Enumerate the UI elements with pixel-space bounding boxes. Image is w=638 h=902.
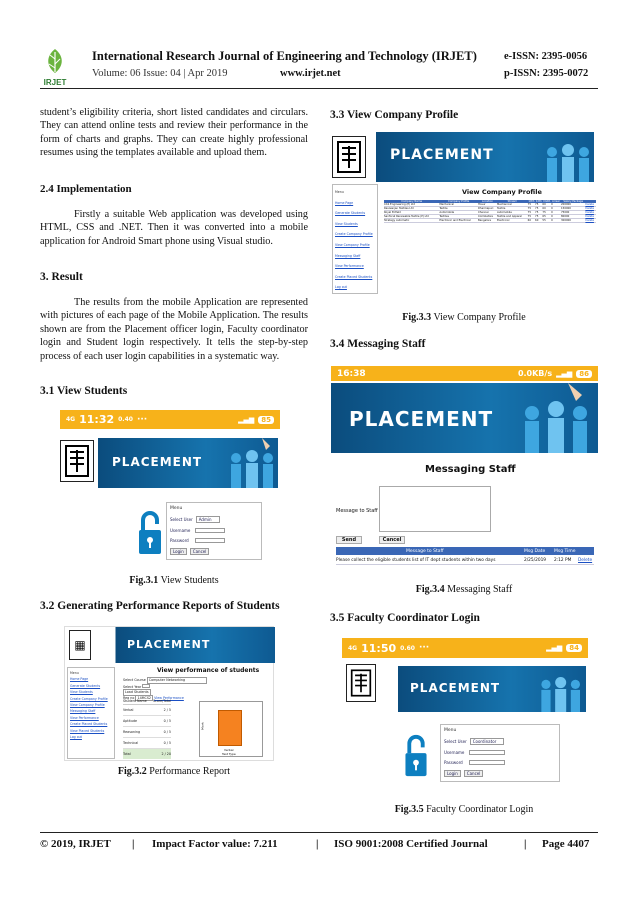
username-input[interactable] xyxy=(469,750,505,755)
footer-sep: | xyxy=(132,838,135,850)
pissn: p-ISSN: 2395-0072 xyxy=(504,68,589,79)
score-table: Student Name Score/Total Verbal 2 / 5 Aptitude 0 / 5 Reasoning 0 / 5 Technical 0 / 5 Total 2 / 20 xyxy=(123,698,171,759)
fig-3-1-screenshot xyxy=(60,410,280,570)
website: www.irjet.net xyxy=(280,68,341,79)
placement-banner: PLACEMENT xyxy=(398,666,586,712)
footer-sep: | xyxy=(524,838,527,850)
message-textarea[interactable] xyxy=(379,486,491,532)
placement-banner: PLACEMENT xyxy=(98,438,278,488)
signal-icon: ▂▄▆ xyxy=(546,644,563,652)
table-row: Ravisanjan Textiles Ltd Textile Dharmapuri Textile 75 75 60 0 150000 Delete xyxy=(384,207,596,211)
footer-sep: | xyxy=(316,838,319,850)
battery-icon: 84 xyxy=(566,644,582,652)
emblem-icon xyxy=(350,668,372,698)
x-axis-label: Test Type xyxy=(222,752,236,756)
table-row: Sanforsk Renewable Textile (P) Ltd Textiles Coimbatore Textile and Apparel 75 75 65 0 80000 Delete xyxy=(384,215,596,219)
perf-title: View performance of students xyxy=(157,667,260,674)
placement-banner: PLACEMENT xyxy=(331,383,598,453)
cancel-button[interactable]: Cancel xyxy=(379,536,405,544)
footer-copyright: © 2019, IRJET xyxy=(40,838,111,850)
section-2-4-heading: 2.4 Implementation xyxy=(40,183,132,195)
people-icon xyxy=(218,438,278,488)
placement-banner: ▦ PLACEMENT xyxy=(65,627,275,663)
intro-paragraph: student’s eligibility criteria, short listed candidates and circulars. They can attend online tests and review their performance in the form of charts and graphs. They can create highly professional resumes using the templates available and upload them. xyxy=(40,107,308,159)
load-students-button[interactable]: Load Students xyxy=(125,690,149,694)
fig-3-5-caption: Fig.3.5 Faculty Coordinator Login xyxy=(394,804,534,815)
table-row: CAS Engineering (P) Ltd Mechanical Hosur Mechanical 75 75 60 0 200000 Delete xyxy=(384,203,596,207)
emblem-icon: ▦ xyxy=(74,638,86,652)
footer-page: Page 4407 xyxy=(542,838,590,850)
table-row: Royal Enfield Automobile Chennai Automobile 75 75 75 0 75000 Delete xyxy=(384,211,596,215)
chart-bar-verbal xyxy=(218,710,242,746)
people-icon xyxy=(528,666,586,712)
course-dropdown[interactable]: Computer Networking xyxy=(147,677,207,684)
padlock-icon xyxy=(404,732,428,778)
college-emblem xyxy=(346,664,376,702)
delete-link[interactable]: Delete xyxy=(585,211,596,215)
company-table xyxy=(384,200,596,223)
volume-issue: Volume: 06 Issue: 04 | Apr 2019 xyxy=(92,68,228,79)
perf-chart xyxy=(199,701,263,757)
login-button[interactable]: Login xyxy=(444,770,461,777)
messaging-title: Messaging Staff xyxy=(425,464,516,475)
year-dropdown[interactable] xyxy=(142,684,150,688)
leaf-logo-icon xyxy=(40,46,70,76)
college-emblem xyxy=(332,136,366,178)
people-icon xyxy=(534,132,594,182)
emblem-icon xyxy=(336,140,362,174)
password-input[interactable] xyxy=(469,760,505,765)
username-input[interactable] xyxy=(195,528,225,533)
table-row: Technical 0 / 5 xyxy=(123,738,171,749)
fig-3-2-screenshot: ▦ PLACEMENT Menu Home Page Generate Students View Students Create Company Profile View Company Profile Messaging Staff View Performance Create Placed Students View Placed Students Log out View performance of students Select Course Computer Networking Select Year Load Students Reg no 14MCS2 View Performance Student Name Score/Total Verbal 2 / 5 Aptitude 0 / 5 Reasoning 0 / 5 Technical 0 / 5 Total 2 / 20 Mark Verbal Test Type xyxy=(64,626,274,761)
perf-menu: Menu Home Page Generate Students View Students Create Company Profile View Company Profile Messaging Staff View Performance Create Placed Students View Placed Students Log out xyxy=(67,667,115,759)
footer-iso: ISO 9001:2008 Certified Journal xyxy=(334,838,488,850)
table-row: Verbal 2 / 5 xyxy=(123,705,171,716)
regno-dropdown[interactable]: 14MCS2 xyxy=(137,695,152,700)
section-3-3-heading: 3.3 View Company Profile xyxy=(330,109,459,121)
section-3-1-heading: 3.1 View Students xyxy=(40,385,128,397)
section-3-2-heading: 3.2 Generating Performance Reports of Students xyxy=(40,600,280,612)
table-row: Aptitude 0 / 5 xyxy=(123,716,171,727)
view-performance-link[interactable]: View Performance xyxy=(154,695,184,700)
battery-icon: 85 xyxy=(258,416,274,424)
emblem-icon xyxy=(64,444,90,478)
select-user-dropdown[interactable]: Admin xyxy=(196,516,220,523)
college-emblem xyxy=(60,440,94,482)
table-row: Strategy Automatic Electronic and Electrical Bangalore Electronic 60 60 55 0 300000 Delete xyxy=(384,219,596,223)
fig-3-4-caption: Fig.3.4 Messaging Staff xyxy=(415,584,513,595)
eissn: e-ISSN: 2395-0056 xyxy=(504,51,588,62)
footer-impact: Impact Factor value: 7.211 xyxy=(152,838,278,850)
table-row: Reasoning 0 / 5 xyxy=(123,727,171,738)
placement-banner: PLACEMENT xyxy=(376,132,594,182)
select-user-dropdown[interactable]: Coordinator xyxy=(470,738,504,745)
section-3-body: The results from the mobile Application are represented with pictures of each page of the Mobile Application. The results shown are from the Placement officer login, Faculty coordinator login and Student login respectively. It tells the step-by-step process of each user login capabilities in a systematic way. xyxy=(40,297,308,362)
login-panel: Menu Select User Coordinator Username Password Login Cancel xyxy=(440,724,560,782)
delete-link[interactable]: Delete xyxy=(585,215,596,219)
delete-link[interactable]: Delete xyxy=(585,203,596,207)
section-2-4-body: Firstly a suitable Web application was developed using HTML, CSS and .NET. Then it was converted into a mobile application for Android Smart phone using Visual studio. xyxy=(40,209,308,247)
padlock-icon xyxy=(138,508,162,556)
irjet-logo xyxy=(40,46,70,86)
phone-status-bar: 16:38 0.0KB/s ▂▄▆ 86 xyxy=(331,366,598,381)
delete-link[interactable]: Delete xyxy=(585,207,596,211)
fig-3-3-screenshot xyxy=(330,128,598,298)
table-header-row: Company Name Company Profile Location Stream 10th 12th CGPA Arrear Salary Package xyxy=(384,200,596,203)
phone-status-bar: 4G 11:32 0.40 ··· ▂▄▆ 85 xyxy=(60,410,280,429)
phone-status-bar: 4G 11:50 0.60 ··· ▂▄▆ 84 xyxy=(342,638,588,658)
signal-icon: ▂▄▆ xyxy=(238,415,255,424)
battery-icon: 86 xyxy=(576,370,592,378)
fig-3-1-caption: Fig.3.1 View Students xyxy=(129,575,219,586)
fig-3-5-screenshot xyxy=(342,638,588,790)
logo-text: IRJET xyxy=(43,78,67,87)
fig-3-2-caption: Fig.3.2 Performance Report xyxy=(117,766,231,777)
header-rule xyxy=(40,88,598,89)
login-button[interactable]: Login xyxy=(170,548,187,555)
table-row: Please collect the eligible students list of IT dept students within two days 2/25/2019 2:12 PM Delete xyxy=(336,556,594,565)
send-button[interactable]: Send xyxy=(336,536,362,544)
cancel-button[interactable]: Cancel xyxy=(464,770,484,777)
company-menu: Menu Home Page Generate Students View Students Create Company Profile View Company Profile Messaging Staff View Performance Create Placed Students Log out xyxy=(332,184,378,294)
password-input[interactable] xyxy=(195,538,225,543)
company-title: View Company Profile xyxy=(462,188,542,196)
login-panel: Menu Select User Admin Username Password Login Cancel xyxy=(166,502,262,560)
journal-title: International Research Journal of Engineering and Technology (IRJET) xyxy=(92,49,477,63)
message-table-header: Message to Staff Msg Date Msg Time xyxy=(336,547,594,555)
fig-3-4-screenshot xyxy=(331,366,598,576)
section-3-5-heading: 3.5 Faculty Coordinator Login xyxy=(330,612,480,624)
people-icon xyxy=(508,383,598,453)
section-3-heading: 3. Result xyxy=(40,271,83,283)
delete-link[interactable]: Delete xyxy=(578,557,593,563)
college-emblem xyxy=(69,630,91,660)
message-label: Message to Staff xyxy=(336,508,378,514)
delete-link[interactable]: Delete xyxy=(585,219,596,223)
table-row: Total 2 / 20 xyxy=(123,749,171,759)
section-3-4-heading: 3.4 Messaging Staff xyxy=(330,338,426,350)
cancel-button[interactable]: Cancel xyxy=(190,548,210,555)
y-axis-label: Mark xyxy=(200,722,205,730)
footer-rule xyxy=(40,832,598,833)
x-tick-label: Verbal xyxy=(224,748,234,752)
fig-3-3-caption: Fig.3.3 View Company Profile xyxy=(402,312,526,323)
signal-icon: ▂▄▆ xyxy=(556,369,573,378)
